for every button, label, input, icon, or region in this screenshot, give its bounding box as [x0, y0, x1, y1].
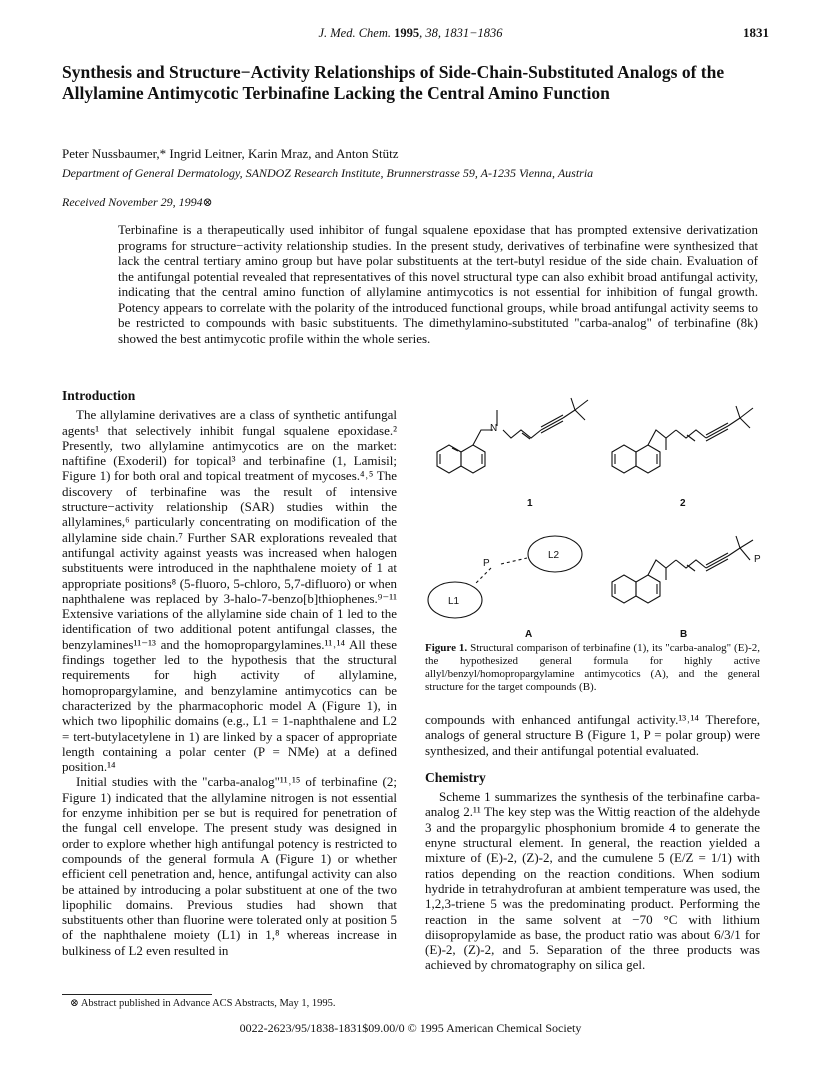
journal-pages: 1831−1836: [444, 26, 503, 40]
figure-caption-label: Figure 1.: [425, 642, 468, 654]
nitrogen-label: N: [490, 423, 498, 434]
figure-1-structures: [425, 388, 760, 640]
article-title: Synthesis and Structure−Activity Relationships of Side-Chain-Substituted Analogs of the Allylamine Antimycotic Terbinafine Lacking the Central Amino Function: [62, 62, 725, 103]
figure-1-caption: [425, 642, 760, 694]
figure-caption-text: Structural comparison of terbinafine (1), its "carba-analog" (E)-2, the hypothesized general formula for highly active allyl/benzyl/homopropargylamine antimycotics (A), and the general structure for the target compounds (B).: [425, 642, 760, 693]
polar-center-label: P: [483, 558, 490, 569]
affiliation: Department of General Dermatology, SANDOZ Research Institute, Brunnerstrasse 59, A-1235 Vienna, Austria: [62, 166, 594, 180]
intro-continued-paragraph: compounds with enhanced antifungal activity.¹³˒¹⁴ Therefore, analogs of general structure B (Figure 1, P = polar group) were synthesized, and their antifungal potential evaluated.: [425, 712, 760, 758]
introduction-paragraph-1: The allylamine derivatives are a class of synthetic antifungal agents¹ that selectively inhibit fungal squalene epoxidase.² Presently, two allylamine antimycotics are on the market: naftifine (Exoderil) for topical³ and terbinafine (1, Lamisil; Figure 1) for both oral and topical treatment of mycoses.⁴˒⁵ The discovery of terbinafine was the result of intensive structure−activity relationship (SAR) studies within the allylamines,⁶ particularly concentrating on modification of the allylamine side chain.⁷ Further SAR explorations revealed that antifungal activity against yeasts was increased when halogen substituents were introduced in the naphthalene moiety of 1 at appropriate positions⁸ (5-fluoro, 5-chloro, 5,7-difluoro) or when naphthalene was replaced by 3-halo-7-benzo[b]thiophenes.⁹⁻¹¹ Extensive variations of the allylamine side chain of 1 led to the identification of two additional potent antifungal classes, the benzylamines¹¹⁻¹³ and the homopropargylamines.¹¹˒¹⁴ All these findings together led to the hypothesis that the structural requirements for high activity of allylamine, homopropargylamine, and benzylamine antimycotics can be characterized by the pharmacophoric model A (Figure 1), in which two lipophilic domains (e.g., L1 = 1-naphthalene and L2 = tert-butylacetylene in 1) are linked by a spacer of appropriate length containing a polar center (P = NMe) at a defined position.¹⁴: [62, 407, 397, 775]
chemistry-paragraph-1: Scheme 1 summarizes the synthesis of the terbinafine carba-analog 2.¹¹ The key step was the Wittig reaction of the aldehyde 3 and the propargylic phosphonium bromide 4 to generate the enyne structural element. In general, the reaction yielded a mixture of (E)-2, (Z)-2, and the cumulene 5 (E/Z = 1/1) with ratios depending on the reaction conditions. When sodium hydride in tetrahydrofuran at ambient temperature was used, the 1,2,3-triene 5 was the predominating product. Performing the reaction in the same solvent at −70 °C with lithium diisopropylamide as base, the product ratio was about 6/3/1 for (E)-2, (Z)-2, and 5. Separation of the three products was achieved by chromatography on silica gel.: [425, 789, 760, 973]
received-date: Received November 29, 1994⊗: [62, 195, 213, 209]
l2-label: L2: [548, 550, 560, 561]
introduction-paragraph-2: Initial studies with the "carba-analog"¹¹˒¹⁵ of terbinafine (2; Figure 1) indicated that the allylamine nitrogen is not essential for enzyme inhibition per se but is required for penetration of the fungal cell envelope. The present study was designed in order to explore whether high antifungal potency is restricted to compounds of the general formula A (Figure 1) or whether efficient cell penetration and, hence, antifungal activity can also be attained by introducing a polar substituent at one of the two lipophilic domains. Previous studies had shown that substituents other than fluorine were tolerated only at position 5 of the naphthalene moiety (L1) in 1,⁸ whereas increase in bulkiness of L2 even resulted in: [62, 774, 397, 958]
structure-b: [612, 536, 753, 603]
structure-2: [612, 406, 753, 473]
l1-label: L1: [448, 596, 460, 607]
author-list: Peter Nussbaumer,* Ingrid Leitner, Karin Mraz, and Anton Stütz: [62, 146, 399, 161]
label-structure-b: B: [680, 629, 688, 640]
running-header: J. Med. Chem. 1995, 38, 1831−1836: [318, 26, 503, 40]
label-compound-1: 1: [527, 498, 533, 509]
footnote-rule: [62, 994, 212, 995]
introduction-heading: Introduction: [62, 388, 136, 403]
page-number: 1831: [743, 25, 769, 40]
chemistry-heading: Chemistry: [425, 769, 486, 785]
column-2-continued: [425, 712, 760, 973]
label-model-a: A: [525, 629, 533, 640]
introduction-section: [62, 388, 397, 958]
naphthalene-ring-left: [437, 445, 461, 473]
journal-name: J. Med. Chem.: [318, 26, 391, 40]
structure-1: [437, 398, 588, 473]
label-compound-2: 2: [680, 498, 686, 509]
page-footer: 0022-2623/95/1838-1831$09.00/0 © 1995 American Chemical Society: [239, 1021, 582, 1035]
footnote: ⊗ Abstract published in Advance ACS Abstracts, May 1, 1995.: [70, 998, 336, 1009]
journal-year: 1995: [394, 26, 420, 40]
naphthalene-ring-right: [461, 445, 485, 473]
abstract: Terbinafine is a therapeutically used inhibitor of fungal squalene epoxidase that has prompted extensive derivatization programs for structure−activity relationship studies. In the present study, derivatives of terbinafine were synthesized that lack the central tertiary amino group but have polar substituents at the tert-butyl residue of the side chain. Evaluation of the antifungal potential revealed that representatives of this novel structural type can also exhibit broad antifungal activity, indicating that the central amino function of allylamine antimycotics is not essential for inhibition of fungal growth. Potency appears to correlate with the polarity of the introduced functional groups, while broad antifungal activity seems to be restricted to compounds with basic substituents. The dimethylamino-substituted "carba-analog" of terbinafine (8k) showed the best antimycotic profile within the whole series.: [118, 222, 758, 346]
polar-group-label: P: [754, 554, 761, 565]
journal-volume: 38: [425, 26, 438, 40]
